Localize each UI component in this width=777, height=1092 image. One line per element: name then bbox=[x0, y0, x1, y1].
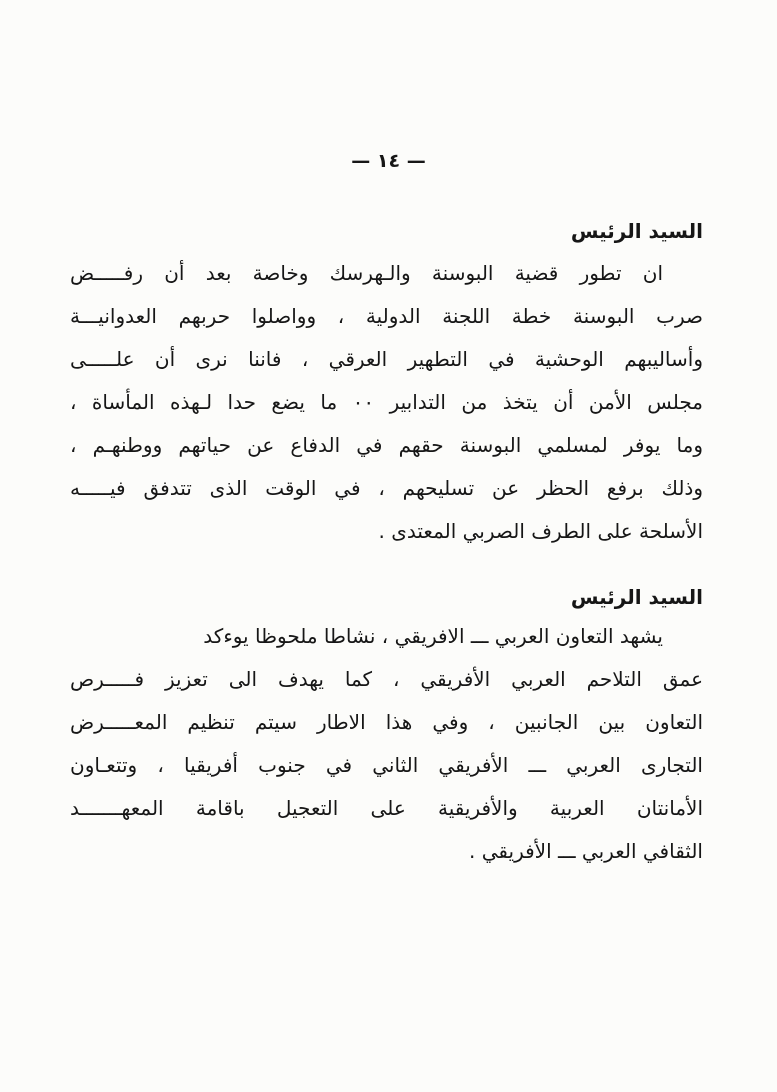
page-content bbox=[70, 0, 703, 1092]
text-line: عمق التلاحم العربي الأفريقي ، كما يهدف الى تعزيز فـــــرص bbox=[70, 667, 703, 691]
text-line: وما يوفر لمسلمي البوسنة حقهم في الدفاع عن حياتهم ووطنهـم ، bbox=[70, 433, 703, 457]
section-1-heading: السيد الرئيس bbox=[570, 219, 703, 243]
text-line: ان تطور قضية البوسنة والـهرسك وخاصة بعد أن رفـــــض bbox=[70, 261, 663, 285]
page-number: — ١٤ — bbox=[351, 150, 426, 172]
text-line: وأساليبهم الوحشية في التطهير العرقي ، فاننا نرى أن علـــــى bbox=[70, 347, 703, 371]
text-line: صرب البوسنة خطة اللجنة الدولية ، وواصلوا حربهم العدوانيـــة bbox=[70, 304, 703, 328]
text-line: التجارى العربي ـــ الأفريقي الثاني في جنوب أفريقيا ، وتتعـاون bbox=[70, 753, 703, 777]
text-line: الأمانتان العربية والأفريقية على التعجيل باقامة المعهـــــــد bbox=[70, 796, 703, 820]
text-line: الأسلحة على الطرف الصربي المعتدى . bbox=[378, 519, 703, 543]
text-line: الثقافي العربي ـــ الأفريقي . bbox=[469, 839, 703, 863]
text-line: وذلك برفع الحظر عن تسليحهم ، في الوقت الذى تتدفق فيـــــه bbox=[70, 476, 703, 500]
text-line: يشهد التعاون العربي ـــ الافريقي ، نشاطا ملحوظا يوءكد bbox=[203, 624, 663, 648]
text-line: التعاون بين الجانبين ، وفي هذا الاطار سيتم تنظيم المعـــــرض bbox=[70, 710, 703, 734]
text-line: مجلس الأمن أن يتخذ من التدابير ٠٠ ما يضع حدا لـهذه المأساة ، bbox=[70, 390, 703, 414]
section-2-heading: السيد الرئيس bbox=[570, 585, 703, 609]
